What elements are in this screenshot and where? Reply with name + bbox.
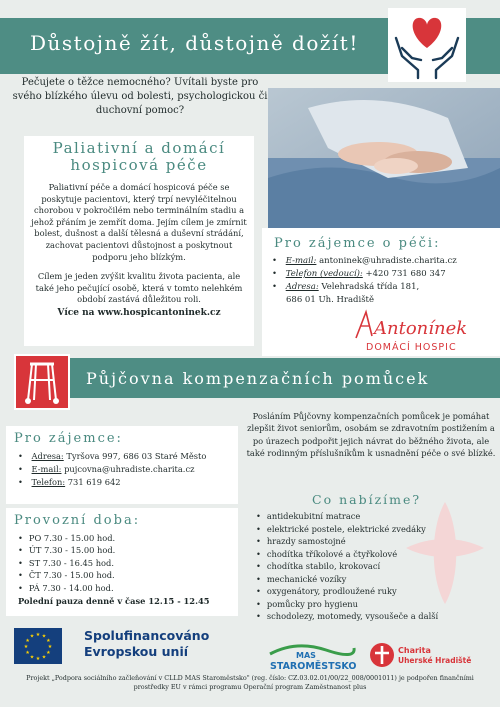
svg-text:★: ★ [35,632,41,638]
rental-phone-item: • Telefon: 731 619 642 [18,476,238,489]
care-heading: Paliativní a domácí hospicová péče [52,139,226,174]
mission-text: Posláním Půjčovny kompenzačních pomůcek je pomáhat zlepšit život seniorům, osobám se zdravotním postižením a po úrazech podpořit jejich návrat do běžného života, ale také rodinným příslušníkům k usnadnění péče o své blízké. [246,411,496,458]
antoninek-logo [352,306,492,354]
rental-contact-card [6,426,238,504]
eu-cofinanced-text: Spolufinancováno Evropskou unií [84,628,210,659]
project-footnote: Projekt „Podpora sociálního začleňování v CLLD MAS Staroměstsko" (reg. číslo: CZ.03.02.01/00/22_008/0001011) je podpořen finančními prostředky EU v rámci programu Operační program Zaměstnanost plus [26,674,474,691]
lunch-pause: Polední pauza denně v čase 12.15 - 12.45 [18,596,210,607]
list-item: • chodítka tříkolové a čtyřkolové [256,548,496,561]
svg-text:★: ★ [25,650,30,656]
svg-text:STAROMĚSTSKO: STAROMĚSTSKO [270,661,357,672]
offer-heading: Co nabízíme? [312,492,422,507]
list-item: • chodítka stabilo, krokovací [256,560,496,573]
svg-text:Charita: Charita [398,646,431,655]
svg-text:MAS: MAS [296,651,316,660]
list-item: • oxygenátory, prodloužené ruky [256,585,496,598]
rental-email-item: • E-mail: pujcovna@uhradiste.charita.cz [18,463,238,476]
hands-photo [268,88,500,228]
hours-row: • PÁ 7.30 - 14.00 hod. [18,582,238,594]
hours-heading: Provozní doba: [14,513,141,528]
svg-text:★: ★ [41,633,47,640]
svg-text:★: ★ [46,650,51,656]
care-paragraph-1: Paliativní péče a domácí hospicová péče se poskytuje pacientovi, který trpí nevyléčitelnou chorobou v pokročilém nebo terminálním stadiu a jehož přáním je zemřít doma. Jejím cílem je zmírnit bolest, dušnost a další tělesná a duševní strádání, zachovat pacientovi důstojnost a poskytnout podporu jeho blízkým. [31,182,247,262]
rental-title: Půjčovna kompenzačních pomůcek [86,369,430,388]
intro-question: Pečujete o těžce nemocného? Uvítali byste pro svého blízkého úlevu od bolesti, psychologickou či duchovní pomoc? [12,77,268,116]
care-address-item: • Adresa: Velehradská třída 181, 686 01 Uh. Hradiště [272,281,500,307]
care-info-card [24,136,254,346]
eu-flag-icon [14,628,62,664]
list-item: • elektrické postele, elektrické zvedáky [256,523,496,536]
svg-text:Uherské Hradiště: Uherské Hradiště [398,656,472,665]
mas-staromestsko-logo [266,638,358,672]
care-paragraph-2: Cílem je jeden zvýšit kvalitu života pacienta, ale také jeho pečující osobě, která v tomto nelehkém období zastává důležitou roli. [35,271,243,305]
hours-row: • ST 7.30 - 16.45 hod. [18,557,238,569]
care-email-item: • E-mail: antoninek@uhradiste.charita.cz [272,255,500,268]
heart-hands-icon [388,8,466,82]
svg-text:★: ★ [25,638,30,644]
svg-text:★: ★ [47,644,53,650]
rental-address-item: • Adresa: Tyršova 997, 686 03 Staré Město [18,450,238,463]
hours-row: • PO 7.30 - 15.00 hod. [18,532,238,544]
hours-row: • ČT 7.30 - 15.00 hod. [18,569,238,581]
antoninek-subtitle: DOMÁCÍ HOSPIC [366,342,457,353]
walker-icon [14,354,70,410]
rental-banner [68,358,500,398]
svg-text:★: ★ [29,633,35,640]
list-item: • pomůcky pro hygienu [256,598,496,611]
svg-text:★: ★ [35,656,41,662]
antoninek-name: Antonínek [374,318,468,339]
offer-list [246,492,496,622]
svg-text:★: ★ [41,654,47,661]
care-phone[interactable]: +420 731 680 347 [365,269,446,279]
svg-text:★: ★ [29,654,35,661]
charita-logo [368,640,486,670]
rental-email-link[interactable]: pujcovna@uhradiste.charita.cz [64,464,195,474]
hours-row: • ÚT 7.30 - 15.00 hod. [18,544,238,556]
svg-text:★: ★ [46,638,51,644]
care-website[interactable]: Více na www.hospicantoninek.cz [57,307,221,318]
svg-text:★: ★ [23,644,29,650]
opening-hours-card [6,508,238,616]
care-phone-item: • Telefon (vedoucí): +420 731 680 347 [272,268,500,281]
list-item: • schodolezy, motomedy, vysoušeče a další [256,610,496,623]
page-title: Důstojně žít, důstojně dožít! [30,31,359,55]
list-item: • hrazdy samostojné [256,535,496,548]
care-contact-heading: Pro zájemce o péči: [274,236,441,251]
rental-phone[interactable]: 731 619 642 [67,477,121,487]
rental-contact-heading: Pro zájemce: [14,431,123,446]
list-item: • mechanické vozíky [256,573,496,586]
care-email-link[interactable]: antoninek@uhradiste.charita.cz [319,256,457,266]
list-item: • antidekubitní matrace [256,510,496,523]
